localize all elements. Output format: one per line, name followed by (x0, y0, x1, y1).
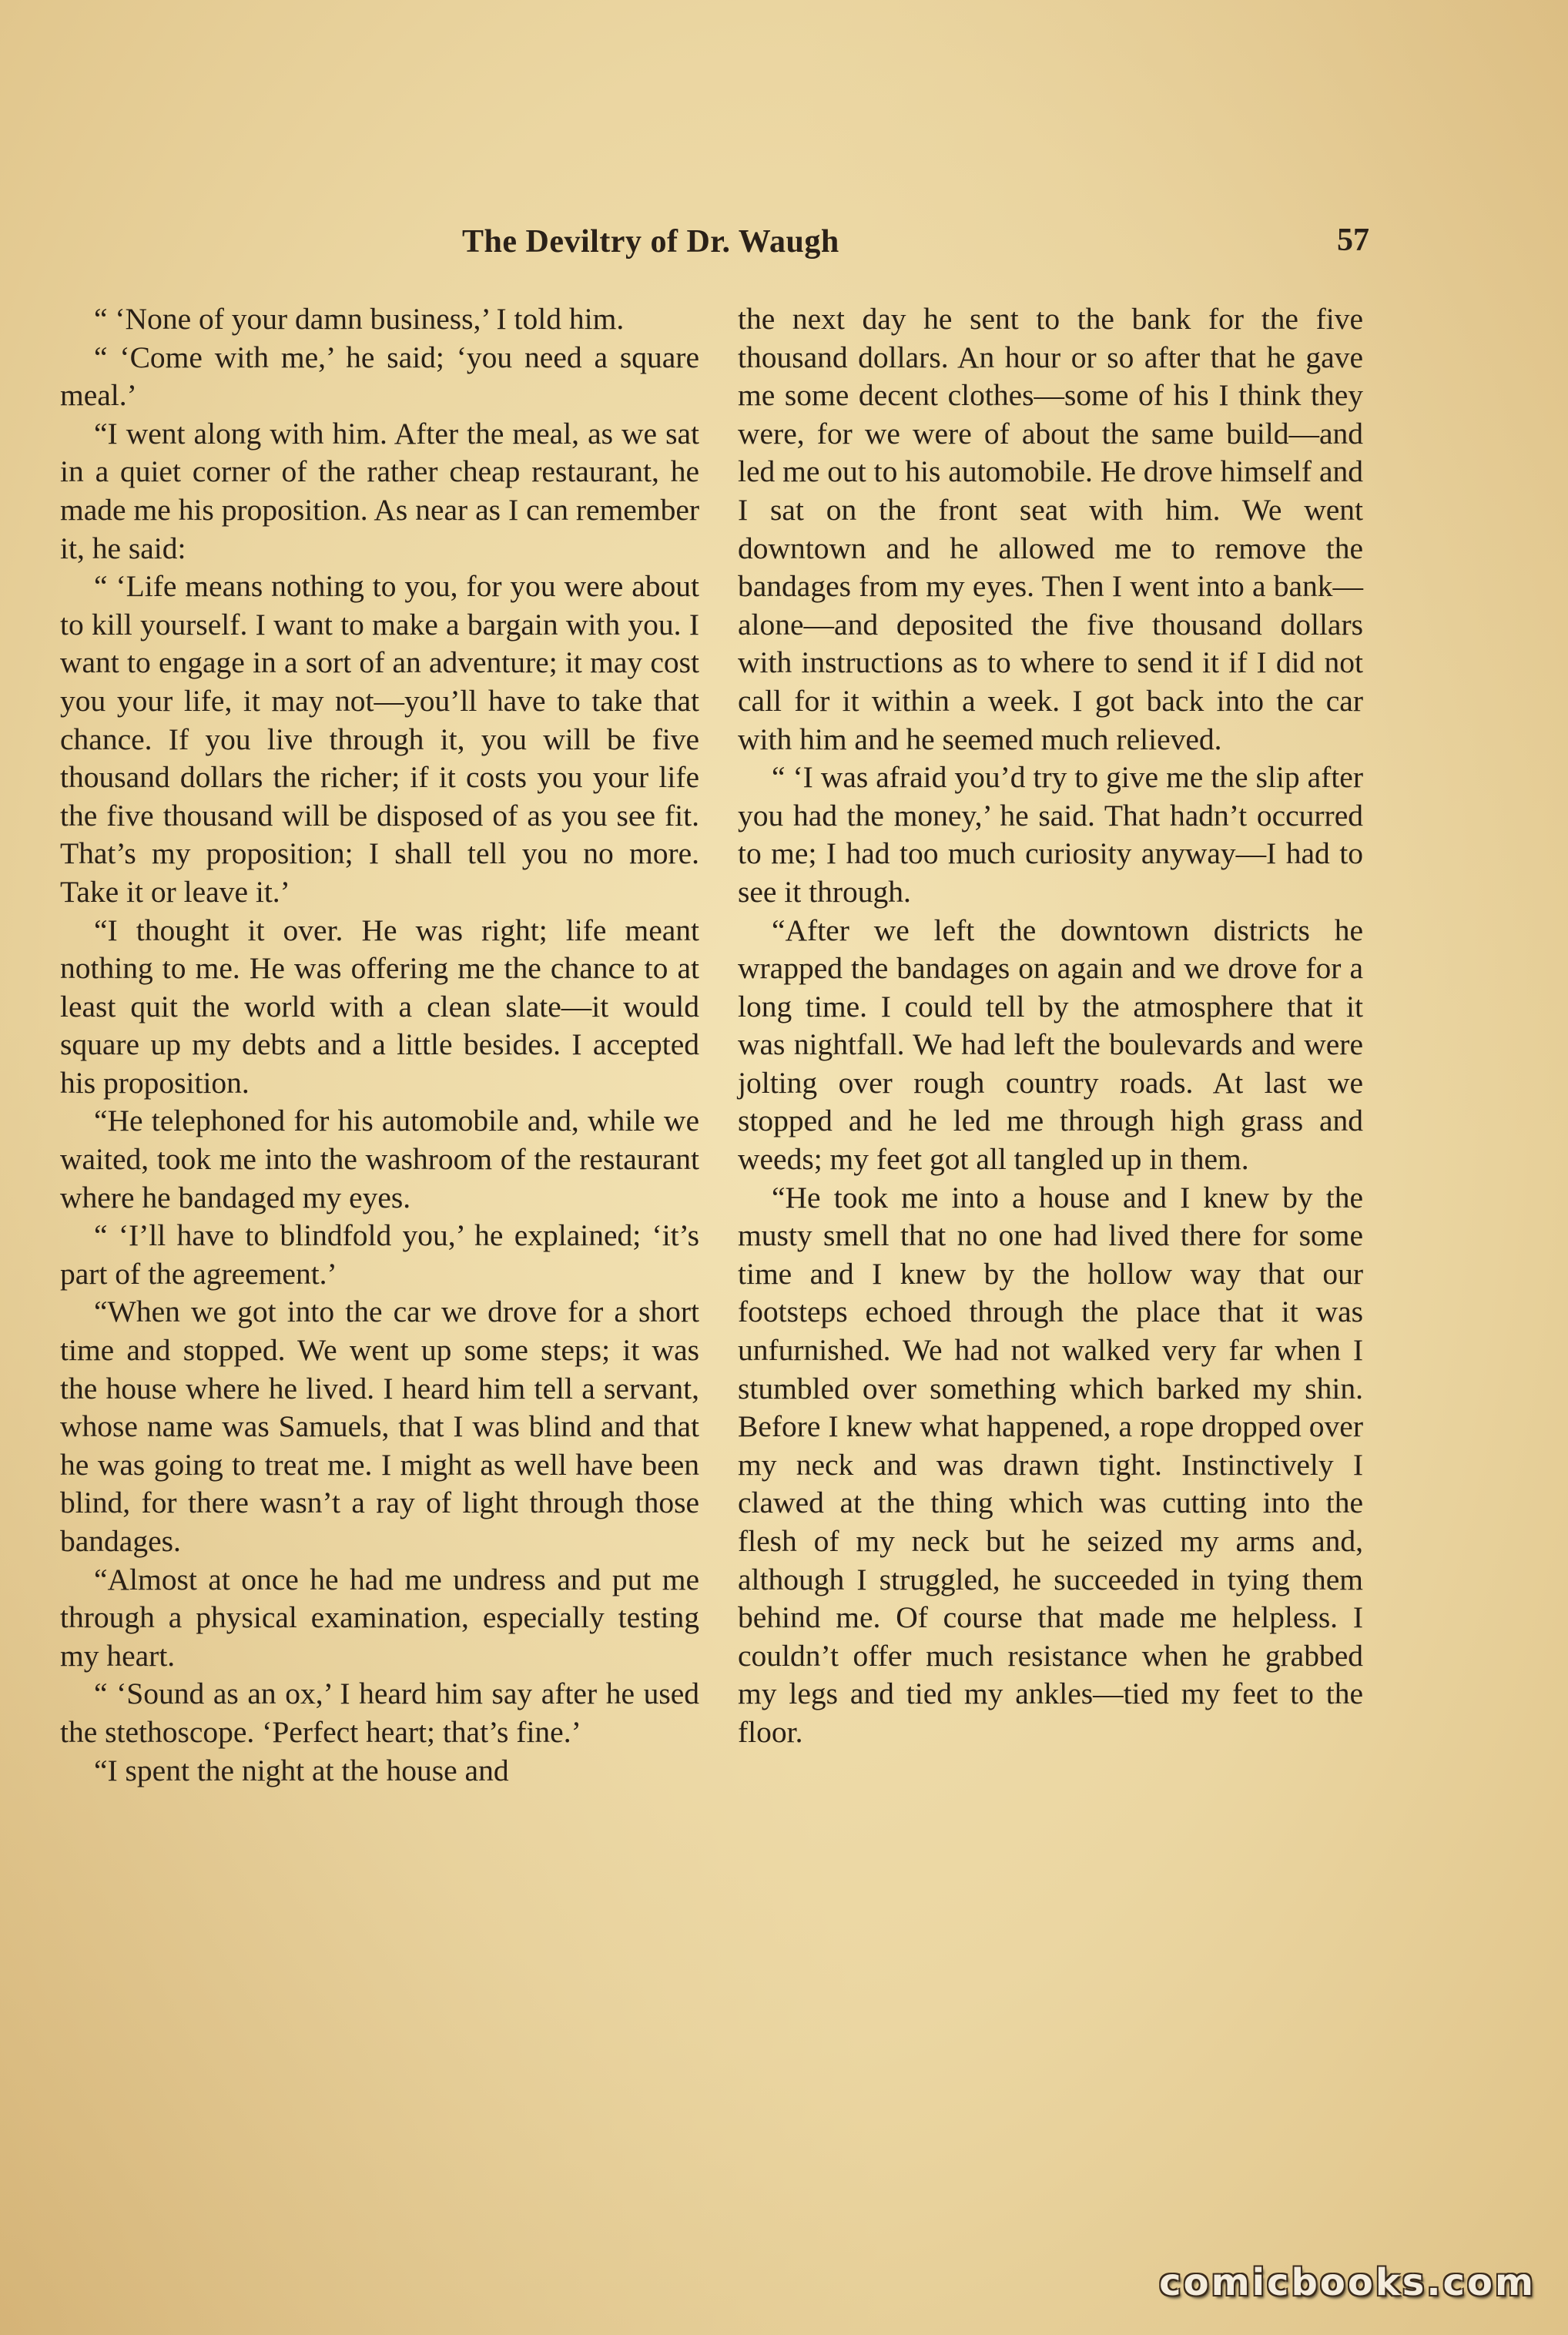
paragraph: “I spent the night at the house and (94, 1753, 509, 1787)
paragraph: the next day he sent to the bank for the five thousand dollars. An hour or so after that he gave me some decent clothes—some of his I think they were, for we were of about the same build—and led me out to his automobile. He drove himself and I sat on the front seat with him. We went downtown and he allowed me to remove the bandages from my eyes. Then I went into a bank—alone—and deposited the five thousand dollars with instructions as to where to send it if I did not call for it within a week. I got back into the car with him and he seemed much relieved. (738, 302, 1363, 756)
paragraph: “Almost at once he had me undress and put me through a physical examination, especially testing my heart. (60, 1562, 699, 1673)
paragraph: “I thought it over. He was right; life meant nothing to me. He was offering me the chance to at least quit the world with a clean slate—it would square up my debts and a little besides. I accepted his proposition. (60, 913, 699, 1100)
paragraph: “After we left the downtown districts he wrapped the bandages on again and we drove for a long time. I could tell by the atmosphere that it was nightfall. We had left the boulevards and were jolting over rough country roads. At last we stopped and he led me through high grass and weeds; my feet got all tangled up in them. (738, 913, 1363, 1177)
running-title: The Deviltry of Dr. Waugh (462, 224, 839, 260)
paragraph: “When we got into the car we drove for a short time and stopped. We went up some steps; it was the house where he lived. I heard him tell a servant, whose name was Samuels, that I was blind and that he was going to treat me. I might as well have been blind, for there wasn’t a ray of light through those bandages. (60, 1295, 699, 1558)
paragraph: “ ‘Sound as an ox,’ I heard him say after he used the stethoscope. ‘Perfect heart; that’s fine.’ (60, 1677, 699, 1749)
paragraph: “He took me into a house and I knew by the musty smell that no one had lived there for some time and I knew by the hollow way that our footsteps echoed through the place that it was unfurnished. We had not walked very far when I stumbled over something which barked my shin. Before I knew what happened, a rope dropped over my neck and was drawn tight. Instinctively I clawed at the thing which was cutting into the flesh of my neck but he seized my arms and, although I struggled, he succeeded in tying them behind me. Of course that made me helpless. I couldn’t offer much resistance when he grabbed my legs and tied my ankles—tied my feet to the floor. (738, 1180, 1363, 1749)
paragraph: “ ‘None of your damn business,’ I told him. (94, 302, 625, 336)
right-column (738, 300, 1363, 1752)
paragraph: “ ‘I’ll have to blindfold you,’ he explained; ‘it’s part of the agreement.’ (60, 1218, 699, 1291)
paragraph: “He telephoned for his automobile and, while we waited, took me into the washroom of the restaurant where he bandaged my eyes. (60, 1104, 699, 1214)
paragraph: “ ‘I was afraid you’d try to give me the slip after you had the money,’ he said. That hadn’t occurred to me; I had too much curiosity anyway—I had to see it through. (738, 760, 1363, 909)
page-header (0, 216, 1568, 277)
paragraph: “ ‘Life means nothing to you, for you were about to kill yourself. I want to make a bargain with you. I want to engage in a sort of an adventure; it may cost you your life, it may not—you’ll have to take that chance. If you live through it, you will be five thousand dollars the richer; if it costs you your life the five thousand will be disposed of as you see fit. That’s my proposition; I shall tell you no more. Take it or leave it.’ (60, 569, 699, 909)
paragraph: “I went along with him. After the meal, as we sat in a quiet corner of the rather cheap restaurant, he made me his proposition. As near as I can remember it, he said: (60, 416, 699, 565)
watermark: comicbooks.com (1159, 2261, 1536, 2304)
paragraph: “ ‘Come with me,’ he said; ‘you need a square meal.’ (60, 340, 699, 413)
page-number: 57 (1337, 223, 1369, 258)
left-column (60, 300, 699, 1790)
